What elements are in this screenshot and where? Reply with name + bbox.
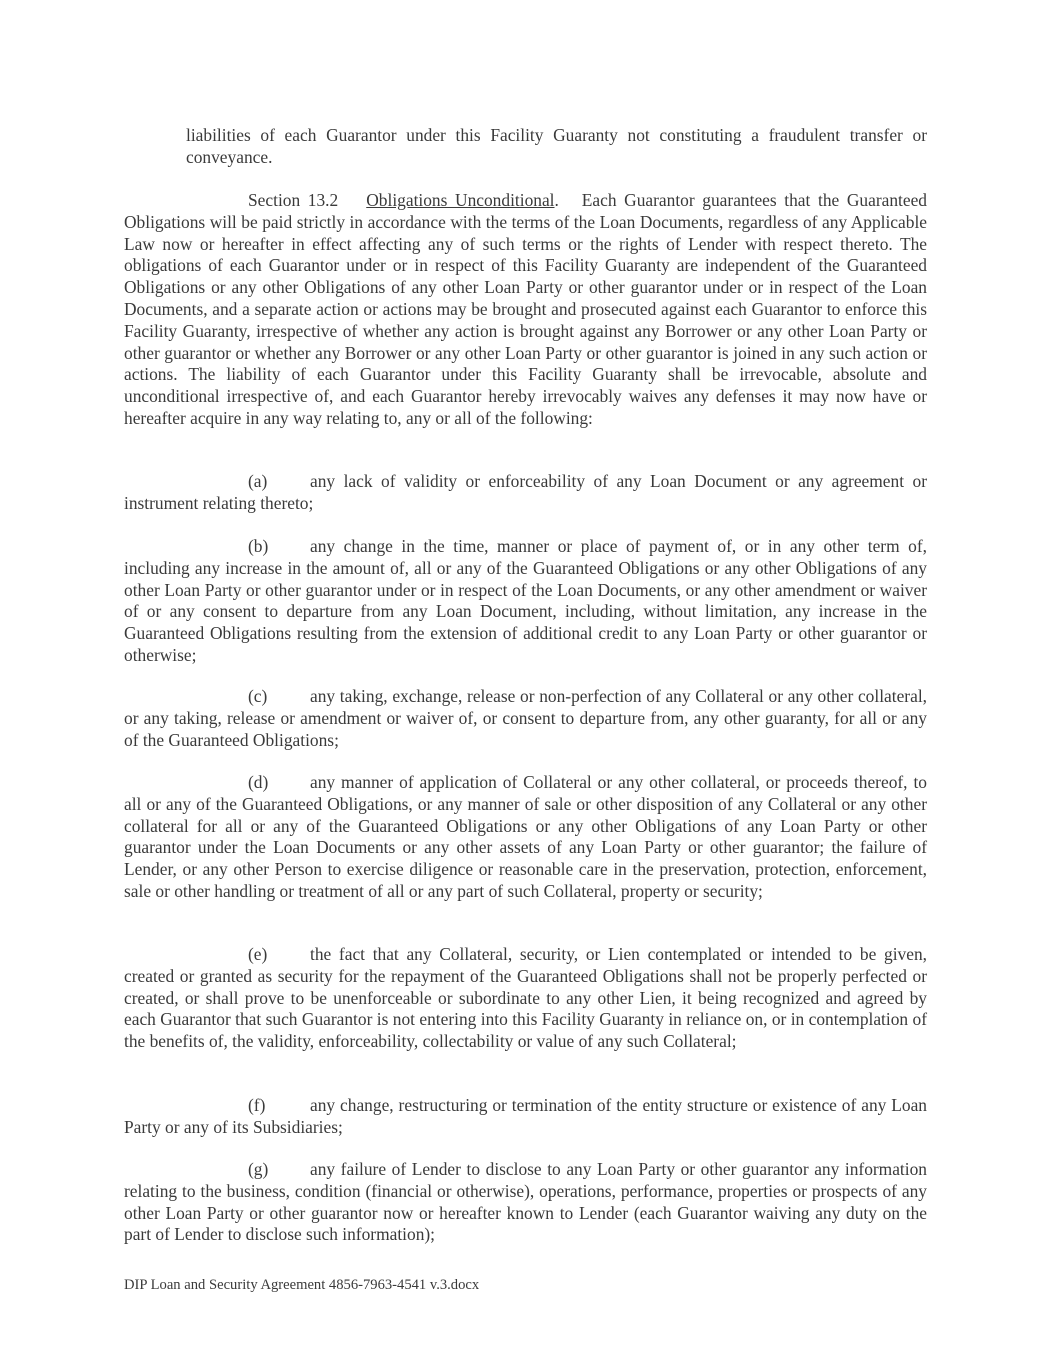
continuation-text: liabilities of each Guarantor under this Facility Guaranty not constituting a fraudulent transfer or conveyance. xyxy=(186,125,927,167)
clause-c xyxy=(124,686,927,751)
section-heading-punct: . xyxy=(554,190,559,210)
section-13-2-paragraph xyxy=(124,190,927,430)
section-body: Each Guarantor guarantees that the Guaranteed Obligations will be paid strictly in accordance with the terms of the Loan Documents, regardless of any Applicable Law now or hereafter in effect affecting any of such terms or the rights of Lender with respect thereto. The obligations of each Guarantor under or in respect of this Facility Guaranty are independent of the Guaranteed Obligations or any other Obligations of any other Loan Party or other guarantor under or in respect of the Loan Documents, and a separate action or actions may be brought and prosecuted against each Guarantor to enforce this Facility Guaranty, irrespective of whether any action is brought against any Borrower or any other Loan Party or other guarantor or whether any Borrower or any other Loan Party or other guarantor is joined in any such action or actions. The liability of each Guarantor under this Facility Guaranty shall be irrevocable, absolute and unconditional irrespective of, and each Guarantor hereby irrevocably waives any defenses it may now have or hereafter acquire in any way relating to, any or all of the following: xyxy=(124,190,928,428)
clause-label: (d) xyxy=(248,772,269,792)
clause-label: (a) xyxy=(248,471,268,491)
clause-label: (e) xyxy=(248,944,268,964)
section-heading: Obligations Unconditional xyxy=(366,190,555,210)
clause-a xyxy=(124,471,927,515)
clause-label: (g) xyxy=(248,1159,269,1179)
clause-d xyxy=(124,772,927,903)
clause-label: (c) xyxy=(248,686,268,706)
clause-text: any change, restructuring or termination of the entity structure or existence of any Loan Party or any of its Subsidiaries; xyxy=(124,1095,927,1137)
clause-text: any change in the time, manner or place of payment of, or in any other term of, including any increase in the amount of, all or any of the Guaranteed Obligations or any other Obligations of any other Loan Party or other guarantor under or in respect of the Loan Documents, or any other amendment or waiver of or any consent to departure from any Loan Document, including, without limitation, any increase in the Guaranteed Obligations resulting from the extension of additional credit to any Loan Party or other guarantor or otherwise; xyxy=(124,536,927,665)
clause-b xyxy=(124,536,927,667)
clause-text: the fact that any Collateral, security, or Lien contemplated or intended to be given, created or granted as security for the repayment of the Guaranteed Obligations shall not be properly perfected or created, or shall prove to be unenforceable or subordinate to any other Lien, it being recognized and agreed by each Guarantor that such Guarantor is not entering into this Facility Guaranty in reliance on, or in contemplation of the benefits of, the validity, enforceability, collectability or value of any such Collateral; xyxy=(124,944,927,1052)
document-footer: DIP Loan and Security Agreement 4856-7963-4541 v.3.docx xyxy=(124,1277,480,1293)
clause-label: (f) xyxy=(248,1095,266,1115)
clause-f xyxy=(124,1095,927,1139)
clause-text: any failure of Lender to disclose to any Loan Party or other guarantor any information relating to the business, condition (financial or otherwise), operations, performance, properties or prospects of any other Loan Party or other guarantor now or hereafter known to Lender (each Guarantor waiving any duty on the part of Lender to disclose such information); xyxy=(124,1159,927,1245)
clause-e xyxy=(124,944,927,1053)
clause-g xyxy=(124,1159,927,1246)
clause-text: any manner of application of Collateral or any other collateral, or proceeds thereof, to all or any of the Guaranteed Obligations, or any manner of sale or other disposition of any Collateral or any other collateral for all or any of the Guaranteed Obligations or any other Obligations of any Loan Party or other guarantor under the Loan Documents or any other assets of any Loan Party or other guarantor; the failure of Lender, or any other Person to exercise diligence or reasonable care in the preservation, protection, enforcement, sale or other handling or treatment of all or any part of such Collateral, property or security; xyxy=(124,772,927,901)
clause-label: (b) xyxy=(248,536,269,556)
section-number: Section 13.2 xyxy=(248,190,339,210)
clause-text: any lack of validity or enforceability of any Loan Document or any agreement or instrument relating thereto; xyxy=(124,471,927,513)
clause-text: any taking, exchange, release or non-perfection of any Collateral or any other collateral, or any taking, release or amendment or waiver of, or consent to departure from, any other guaranty, for all or any of the Guaranteed Obligations; xyxy=(124,686,927,750)
continuation-paragraph xyxy=(186,125,927,169)
